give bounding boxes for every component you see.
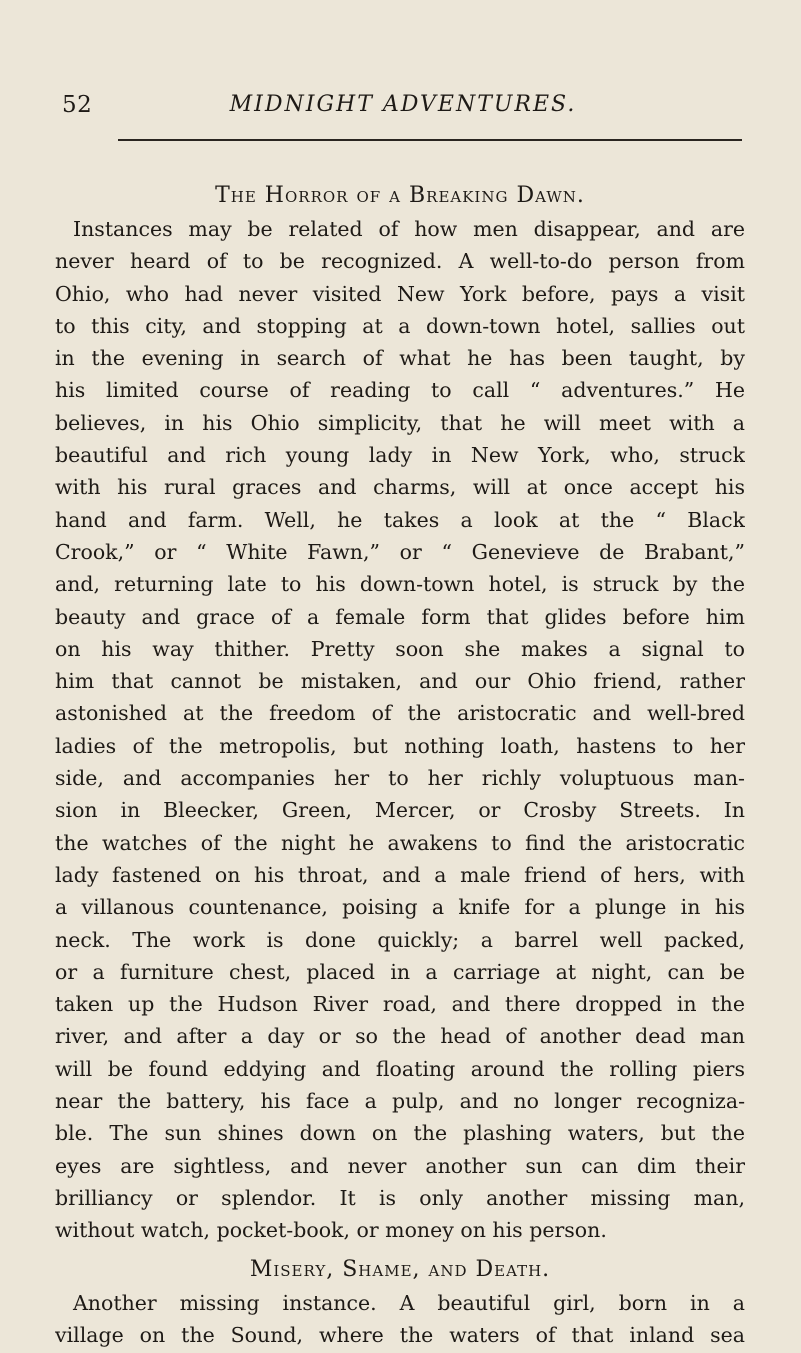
text-line: him that cannot be mistaken, and our Ohio friend, rather <box>55 669 745 694</box>
text-line: near the battery, his face a pulp, and no longer recogniza- <box>55 1089 745 1114</box>
text-line: ladies of the metropolis, but nothing loath, hastens to her <box>55 733 745 758</box>
section-heading: The Horror of a Breaking Dawn. <box>215 183 585 208</box>
text-line: with his rural graces and charms, will at once accept his <box>55 475 745 500</box>
text-line: brilliancy or splendor. It is only another missing man, <box>55 1185 745 1210</box>
text-line: will be found eddying and floating around the rolling piers <box>55 1056 745 1081</box>
text-line: lady fastened on his throat, and a male friend of hers, with <box>55 862 745 887</box>
text-line: beautiful and rich young lady in New York, who, struck <box>55 443 745 468</box>
text-line: on his way thither. Pretty soon she makes a signal to <box>55 636 745 661</box>
text-line: sion in Bleecker, Green, Mercer, or Crosby Streets. In <box>55 798 745 823</box>
text-line: the watches of the night he awakens to find the aristocratic <box>55 830 745 855</box>
text-line: village on the Sound, where the waters of that inland sea <box>55 1323 745 1348</box>
text-line: Crook,” or “ White Fawn,” or “ Genevieve de Brabant,” <box>55 539 745 564</box>
text-line: ble. The sun shines down on the plashing waters, but the <box>55 1121 745 1146</box>
text-line: beauty and grace of a female form that glides before him <box>55 604 745 629</box>
text-line: never heard of to be recognized. A well-to-do person from <box>55 249 745 274</box>
text-line: in the evening in search of what he has been taught, by <box>55 346 745 371</box>
text-line: neck. The work is done quickly; a barrel well packed, <box>55 927 745 952</box>
running-head <box>62 92 744 132</box>
text-line: hand and farm. Well, he takes a look at the “ Black <box>55 507 745 532</box>
text-line: or a furniture chest, placed in a carriage at night, can be <box>55 959 745 984</box>
text-line: Instances may be related of how men disappear, and are <box>73 217 745 241</box>
text-line: river, and after a day or so the head of another dead man <box>55 1024 745 1049</box>
text-line: side, and accompanies her to her richly voluptuous man- <box>55 766 745 791</box>
paragraph <box>55 1287 745 1352</box>
running-title: MIDNIGHT ADVENTURES. <box>229 92 577 117</box>
text-line: a villanous countenance, poising a knife for a plunge in his <box>55 895 745 920</box>
paragraph <box>55 213 745 1247</box>
header-rule <box>118 139 742 141</box>
text-line: Another missing instance. A beautiful girl, born in a <box>73 1291 745 1315</box>
text-line: Ohio, who had never visited New York before, pays a visit <box>55 281 745 306</box>
text-line: eyes are sightless, and never another sun can dim their <box>55 1153 745 1178</box>
page-number: 52 <box>62 92 93 118</box>
text-line: to this city, and stopping at a down-town hotel, sallies out <box>55 313 745 338</box>
text-line: and, returning late to his down-town hotel, is struck by the <box>55 572 745 597</box>
text-line: his limited course of reading to call “ adventures.” He <box>55 378 745 403</box>
text-line: astonished at the freedom of the aristocratic and well-bred <box>55 701 745 726</box>
text-line: taken up the Hudson River road, and there dropped in the <box>55 992 745 1017</box>
section-heading: Misery, Shame, and Death. <box>249 1257 551 1282</box>
text-line: believes, in his Ohio simplicity, that he will meet with a <box>55 410 745 435</box>
text-line: without watch, pocket-book, or money on his person. <box>55 1218 607 1243</box>
